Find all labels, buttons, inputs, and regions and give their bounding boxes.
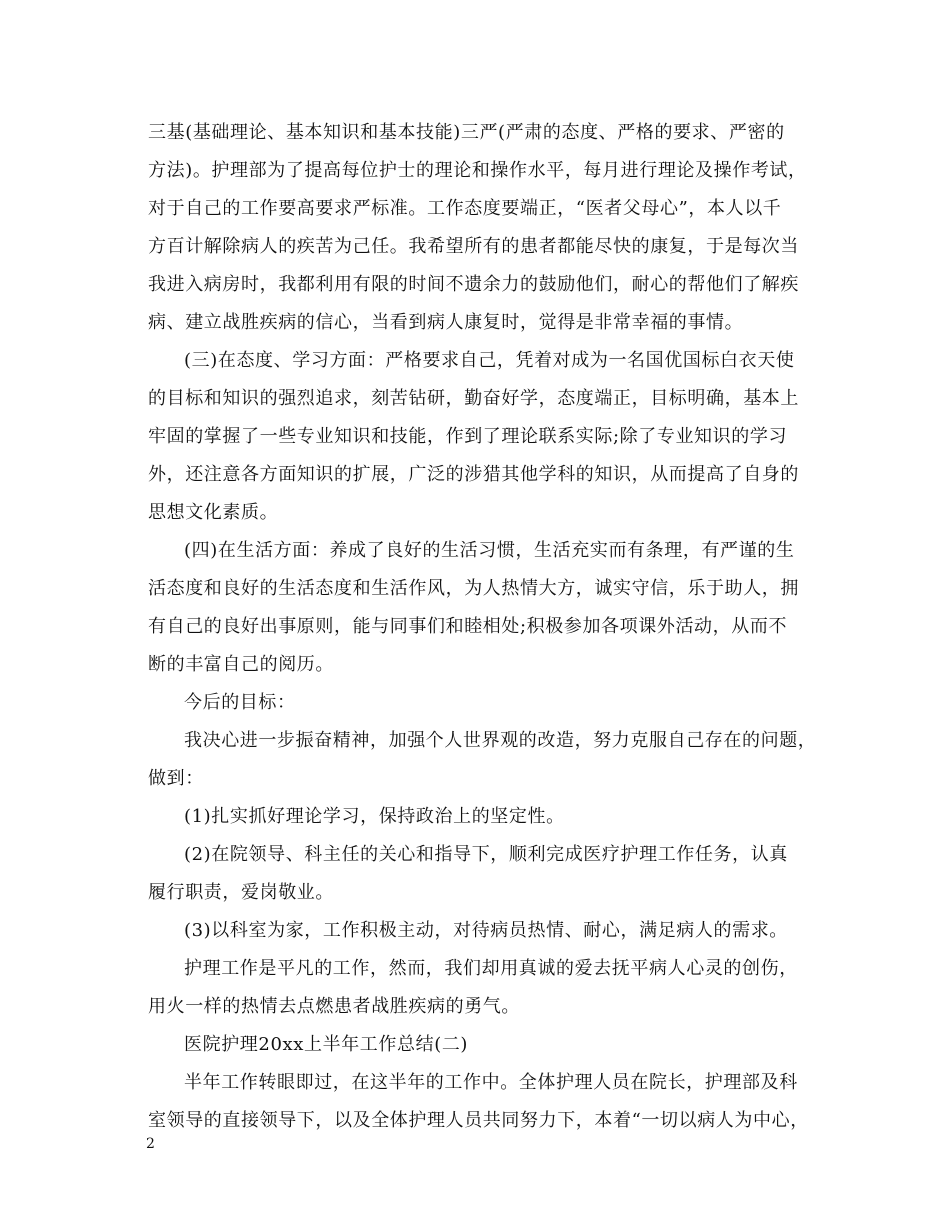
text-line: (四)在生活方面：养成了良好的生活习惯，生活充实而有条理，有严谨的生	[184, 540, 795, 561]
text-line: 三基(基础理论、基本知识和基本技能)三严(严肃的态度、严格的要求、严密的	[148, 122, 785, 143]
text-line: 外，还注意各方面知识的扩展，广泛的涉猎其他学科的知识，从而提高了自身的	[148, 464, 799, 485]
text-line: (2)在院领导、科主任的关心和指导下，顺利完成医疗护理工作任务，认真	[184, 844, 788, 865]
text-line: 履行职责，爱岗敬业。	[148, 882, 334, 903]
text-line: (3)以科室为家，工作积极主动，对待病员热情、耐心，满足病人的需求。	[184, 920, 788, 941]
text-line: 病、建立战胜疾病的信心，当看到病人康复时，觉得是非常幸福的事情。	[148, 312, 744, 333]
text-line: 我决心进一步振奋精神，加强个人世界观的改造，努力克服自己存在的问题，	[184, 730, 817, 751]
text-line: (三)在态度、学习方面：严格要求自己，凭着对成为一名国优国标白衣天使	[184, 350, 795, 371]
text-line: 护理工作是平凡的工作，然而，我们却用真诚的爱去抚平病人心灵的创伤，	[184, 958, 798, 979]
text-line: 的目标和知识的强烈追求，刻苦钻研，勤奋好学，态度端正，目标明确，基本上	[148, 388, 799, 409]
text-line: 活态度和良好的生活态度和生活作风，为人热情大方，诚实守信，乐于助人，拥	[148, 578, 799, 599]
text-line: 方法)。护理部为了提高每位护士的理论和操作水平，每月进行理论及操作考试，	[148, 160, 807, 181]
text-line: 牢固的掌握了一些专业知识和技能，作到了理论联系实际;除了专业知识的学习	[148, 426, 788, 447]
section-title: 医院护理20xx上半年工作总结(二)	[184, 1034, 469, 1055]
text-line: 用火一样的热情去点燃患者战胜疾病的勇气。	[148, 996, 520, 1017]
page-number: 2	[146, 1136, 155, 1152]
text-line: (1)扎实抓好理论学习，保持政治上的坚定性。	[184, 806, 565, 827]
text-line: 断的丰富自己的阅历。	[148, 654, 334, 675]
text-line: 今后的目标：	[184, 692, 296, 713]
document-body	[148, 114, 817, 1140]
text-line: 做到：	[148, 768, 204, 789]
text-line: 方百计解除病人的疾苦为己任。我希望所有的患者都能尽快的康复，于是每次当	[148, 236, 799, 257]
text-line: 思想文化素质。	[148, 502, 279, 523]
text-line: 半年工作转眼即过，在这半年的工作中。全体护理人员在院长，护理部及科	[184, 1072, 798, 1093]
text-line: 室领导的直接领导下，以及全体护理人员共同努力下，本着“一切以病人为中心，	[148, 1110, 809, 1131]
text-line: 我进入病房时，我都利用有限的时间不遗余力的鼓励他们，耐心的帮他们了解疾	[148, 274, 799, 295]
text-line: 对于自己的工作要高要求严标准。工作态度要端正，“医者父母心”，本人以千	[148, 198, 782, 219]
text-line: 有自己的良好出事原则，能与同事们和睦相处;积极参加各项课外活动，从而不	[148, 616, 788, 637]
